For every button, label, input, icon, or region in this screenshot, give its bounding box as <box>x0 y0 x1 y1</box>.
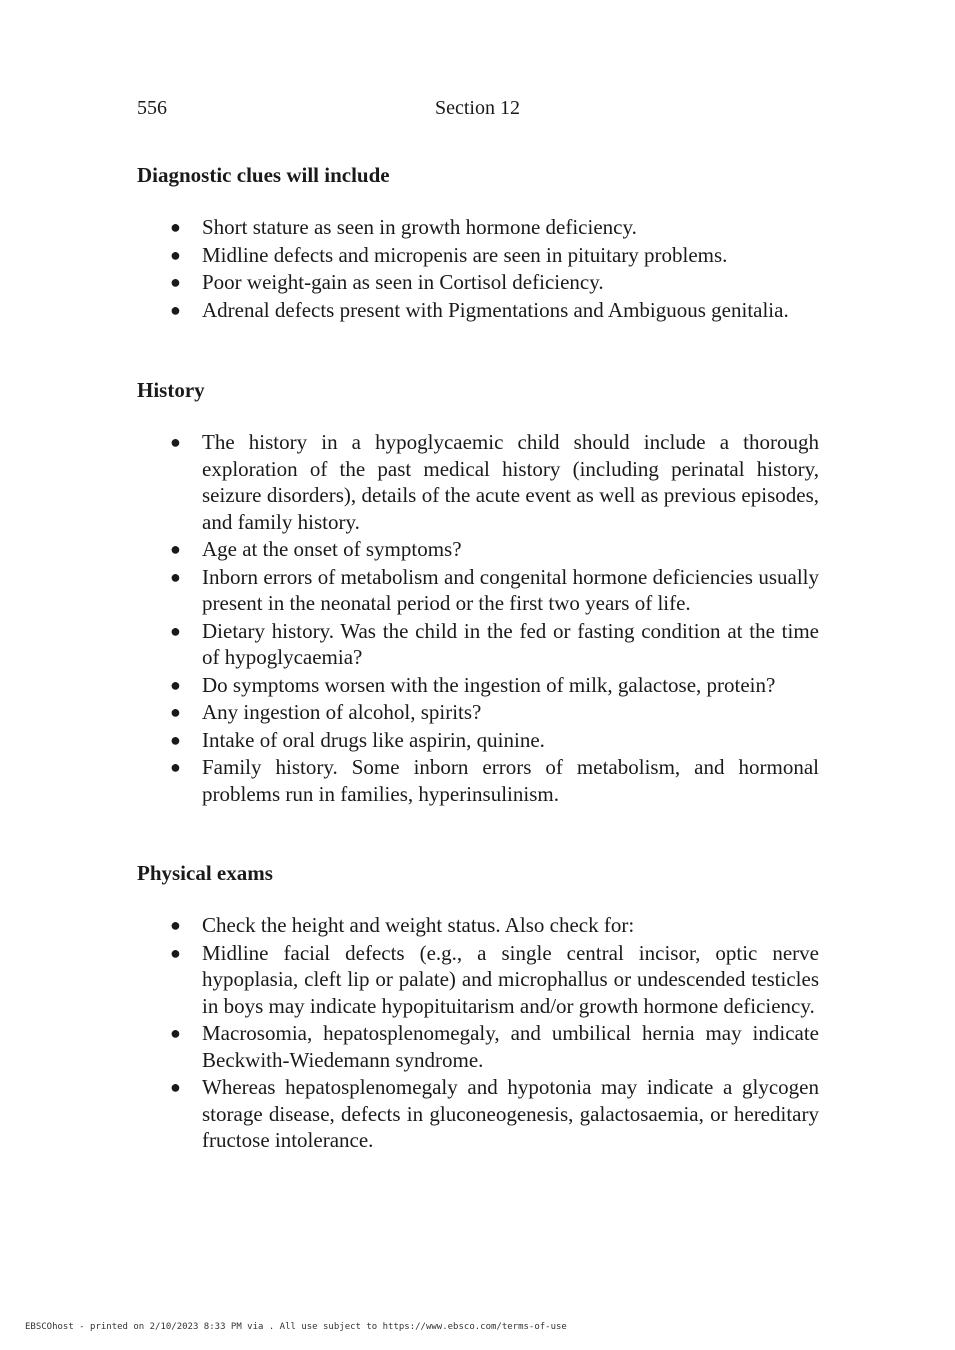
list-item <box>137 536 819 563</box>
list-item-text: Inborn errors of metabolism and congenital hormone deficiencies usually present in the neonatal period or the first two years of life. <box>202 564 819 615</box>
list-item-text: Check the height and weight status. Also check for: <box>202 913 635 937</box>
list-item <box>137 269 819 296</box>
list-item <box>137 214 819 241</box>
list-item <box>137 564 819 617</box>
list-item-text: Macrosomia, hepatosplenomegaly, and umbilical hernia may indicate Beckwith-Wiedemann syndrome. <box>202 1021 819 1072</box>
list-item <box>137 940 819 1020</box>
list-item <box>137 727 819 754</box>
list-item <box>137 1074 819 1154</box>
bullet-icon: ● <box>170 757 181 777</box>
list-item-text: Whereas hepatosplenomegaly and hypotonia may indicate a glycogen storage disease, defects in gluconeogenesis, galactosaemia, or hereditary fructose intolerance. <box>202 1075 819 1152</box>
bullet-icon: ● <box>170 539 181 559</box>
bullet-icon: ● <box>170 702 181 722</box>
list-item-text: Age at the onset of symptoms? <box>202 537 462 561</box>
list-item <box>137 618 819 671</box>
running-head: Section 12 <box>435 97 520 119</box>
list-item <box>137 699 819 726</box>
list-item-text: Intake of oral drugs like aspirin, quinine. <box>202 727 545 752</box>
list-item <box>137 672 819 699</box>
list-item-text: Poor weight-gain as seen in Cortisol deficiency. <box>202 270 604 294</box>
list-item-text: Do symptoms worsen with the ingestion of milk, galactose, protein? <box>202 672 776 697</box>
bullet-icon: ● <box>170 674 181 695</box>
bullet-icon: ● <box>170 915 181 935</box>
bullet-icon: ● <box>170 620 181 641</box>
bullet-icon: ● <box>170 729 181 750</box>
list-item-text: Family history. Some inborn errors of metabolism, and hormonal problems run in families, hyperinsulinism. <box>202 755 819 806</box>
list-item-text: Any ingestion of alcohol, spirits? <box>202 700 482 724</box>
list-item <box>137 242 819 269</box>
section-history <box>137 377 819 808</box>
section-physical-exams <box>137 860 819 1155</box>
list-item-text: The history in a hypoglycaemic child should include a thorough exploration of the past medical history (including perinatal history, seizure disorders), details of the acute event as well as previous episodes, and family history. <box>202 430 819 534</box>
bullet-icon: ● <box>170 1077 181 1097</box>
page-number: 556 <box>137 97 167 119</box>
bullet-icon: ● <box>170 217 181 237</box>
bullet-list <box>137 912 819 1154</box>
section-diagnostic-clues <box>137 162 819 324</box>
list-item-text: Dietary history. Was the child in the fed or fasting condition at the time of hypoglycaemia? <box>202 618 819 669</box>
list-item <box>137 912 819 939</box>
list-item <box>137 429 819 535</box>
bullet-list <box>137 214 819 323</box>
bullet-icon: ● <box>170 1023 181 1043</box>
list-item <box>137 297 819 324</box>
list-item <box>137 1020 819 1073</box>
section-heading: Physical exams <box>137 861 273 885</box>
list-item <box>137 754 819 807</box>
bullet-list <box>137 429 819 807</box>
list-item-text: Short stature as seen in growth hormone deficiency. <box>202 215 637 239</box>
bullet-icon: ● <box>170 942 181 963</box>
list-item-text: Midline facial defects (e.g., a single central incisor, optic nerve hypoplasia, cleft lip or palate) and microphallus or undescended testicles in boys may indicate hypopituitarism and/or growth hormone deficiency. <box>202 940 819 1018</box>
bullet-icon: ● <box>170 244 181 265</box>
ebsco-footer: EBSCOhost - printed on 2/10/2023 8:33 PM via . All use subject to https://www.ebsco.com/terms-of-use <box>25 1322 567 1332</box>
bullet-icon: ● <box>170 432 181 452</box>
bullet-icon: ● <box>170 272 181 292</box>
section-heading: Diagnostic clues will include <box>137 163 390 187</box>
list-item-text: Midline defects and micropenis are seen in pituitary problems. <box>202 242 728 267</box>
bullet-icon: ● <box>170 299 181 320</box>
section-heading: History <box>137 378 205 402</box>
bullet-icon: ● <box>170 566 181 587</box>
list-item-text: Adrenal defects present with Pigmentations and Ambiguous genitalia. <box>202 297 789 322</box>
